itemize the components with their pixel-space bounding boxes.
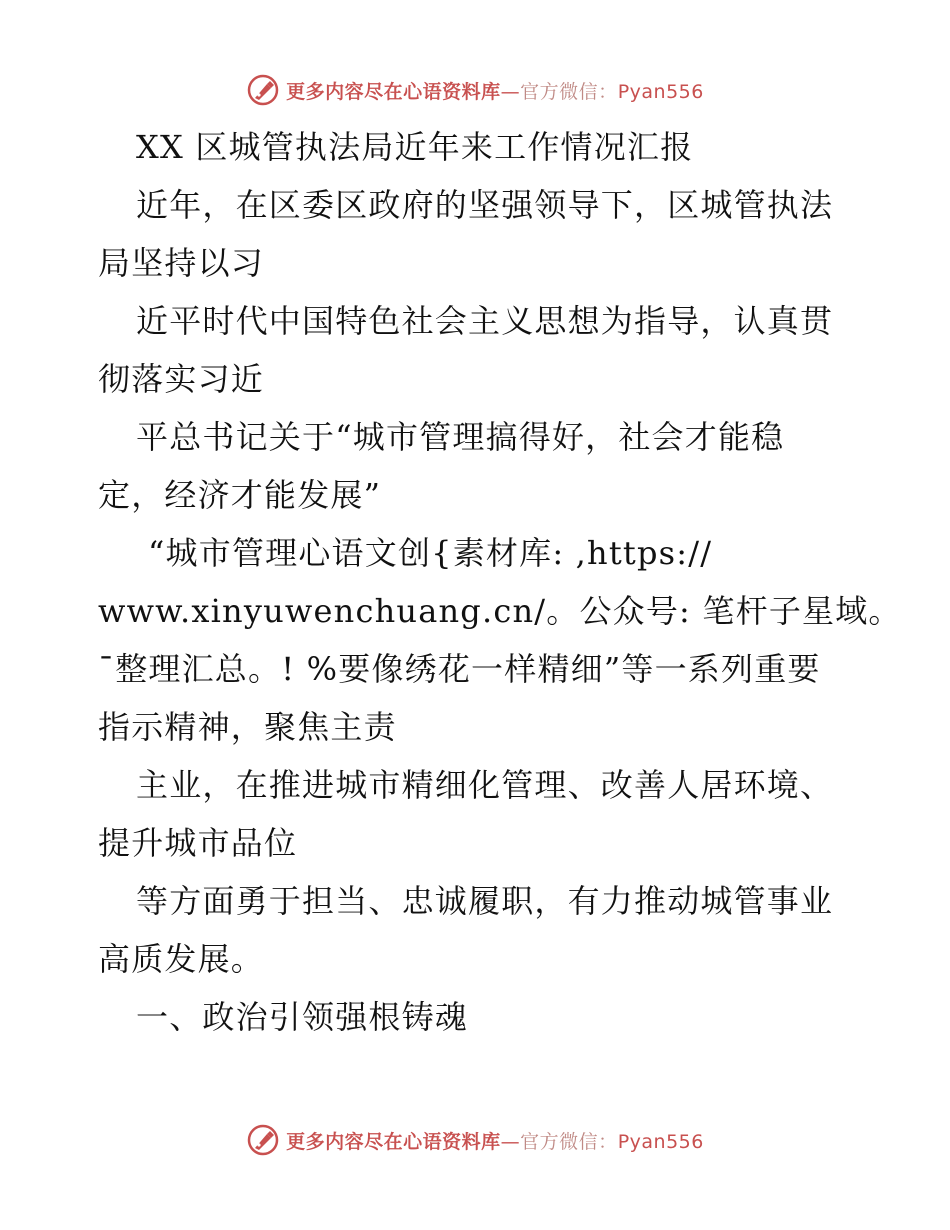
- document-title: XX 区城管执法局近年来工作情况汇报: [136, 128, 694, 166]
- document-body: [98, 118, 902, 1046]
- paragraph-line: 等方面勇于担当、忠诚履职，有力推动城管事业: [136, 882, 834, 920]
- pen-nib-logo-icon: [246, 1123, 280, 1157]
- header-banner: [0, 70, 950, 110]
- paragraph-line: 主业，在推进城市精细化管理、改善人居环境、: [136, 766, 834, 804]
- pen-nib-logo-icon: [246, 73, 280, 107]
- banner-wechat-id: Pyan556: [617, 80, 704, 103]
- banner-dash: —: [500, 80, 521, 103]
- paragraph-line: 定，经济才能发展”: [98, 476, 382, 514]
- paragraph-line: 高质发展。: [98, 940, 265, 978]
- banner-site-text: 更多内容尽在心语资料库: [286, 1130, 501, 1153]
- banner-wechat-id: Pyan556: [617, 1130, 704, 1153]
- paragraph-line: 近年，在区委区政府的坚强领导下，区城管执法: [136, 186, 834, 224]
- footer-banner: [0, 1120, 950, 1160]
- paragraph-line: 平总书记关于“城市管理搞得好，社会才能稳: [136, 418, 785, 456]
- paragraph-line-url: www.xinyuwenchuang.cn/。公众号: 笔杆子星域。: [98, 592, 902, 630]
- paragraph-line: 提升城市品位: [98, 824, 298, 862]
- paragraph-line: ¯整理汇总。! %要像绣花一样精细”等一系列重要: [98, 650, 821, 688]
- paragraph-line: 彻落实习近: [98, 360, 265, 398]
- paragraph-line: “城市管理心语文创{素材库: ,https://: [148, 534, 713, 572]
- banner-wechat-label: 官方微信：: [520, 80, 618, 103]
- section-heading: 一、政治引领强根铸魂: [136, 998, 469, 1036]
- paragraph-line: 指示精神，聚焦主责: [98, 708, 397, 746]
- paragraph-line: 局坚持以习: [98, 244, 265, 282]
- banner-dash: —: [500, 1130, 521, 1153]
- banner-wechat-label: 官方微信：: [520, 1130, 618, 1153]
- banner-site-text: 更多内容尽在心语资料库: [286, 80, 501, 103]
- paragraph-line: 近平时代中国特色社会主义思想为指导，认真贯: [136, 302, 834, 340]
